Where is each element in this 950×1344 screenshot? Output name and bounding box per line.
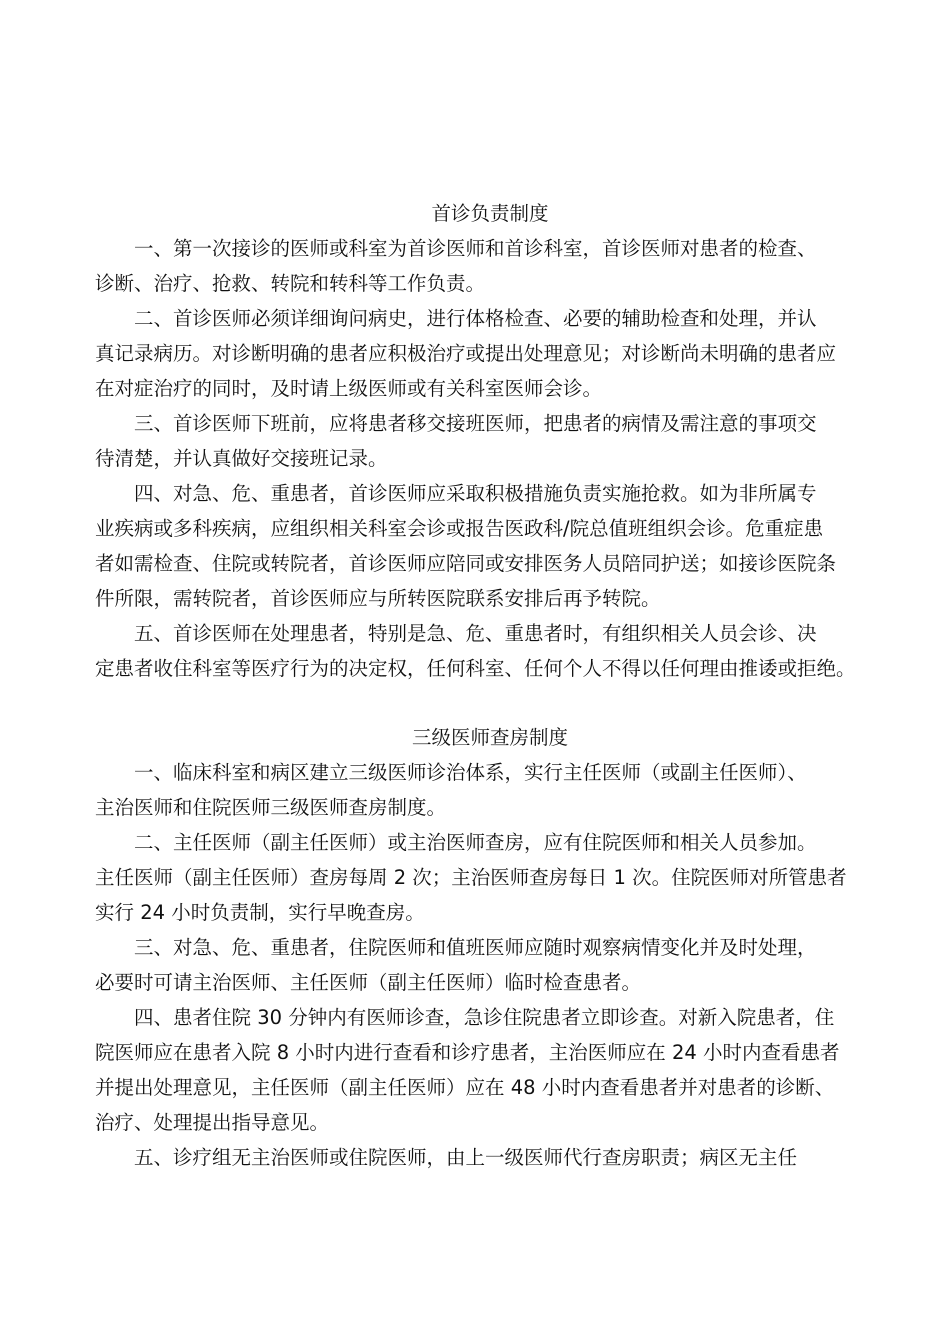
paragraph [95,301,885,406]
text-line: 真记录病历。对诊断明确的患者应积极治疗或提出处理意见；对诊断尚未明确的患者应 [95,342,837,365]
text-line: 诊断、治疗、抢救、转院和转科等工作负责。 [95,272,486,295]
text-line: 五、首诊医师在处理患者，特别是急、危、重患者时，有组织相关人员会诊、决 [134,622,817,645]
paragraph [95,825,885,930]
section-ward-rounds [95,720,885,1175]
text-line: 一、临床科室和病区建立三级医师诊治体系，实行主任医师（或副主任医师）、 [134,761,807,784]
paragraph [95,476,885,616]
paragraph [95,755,885,825]
text-line: 四、对急、危、重患者，首诊医师应采取积极措施负责实施抢救。如为非所属专 [134,482,817,505]
text-line: 五、诊疗组无主治医师或住院医师，由上一级医师代行查房职责；病区无主任 [134,1146,798,1169]
paragraph [95,616,885,686]
paragraph [95,930,885,1000]
paragraph [95,231,885,301]
text-line: 主任医师（副主任医师）查房每周 2 次；主治医师查房每日 1 次。住院医师对所管患者 [95,866,847,889]
text-line: 定患者收住科室等医疗行为的决定权，任何科室、任何个人不得以任何理由推诿或拒绝。 [95,657,856,680]
paragraph [95,1140,885,1175]
section-spacer [95,686,885,720]
section-title: 三级医师查房制度 [411,726,568,749]
text-line: 待清楚，并认真做好交接班记录。 [95,447,388,470]
text-line: 在对症治疗的同时，及时请上级医师或有关科室医师会诊。 [95,377,603,400]
text-line: 实行 24 小时负责制，实行早晚查房。 [95,901,425,924]
text-line: 四、患者住院 30 分钟内有医师诊查，急诊住院患者立即诊查。对新入院患者，住 [134,1006,835,1029]
text-line: 业疾病或多科疾病，应组织相关科室会诊或报告医政科/院总值班组织会诊。危重症患 [95,517,824,540]
paragraph [95,406,885,476]
text-line: 者如需检查、住院或转院者，首诊医师应陪同或安排医务人员陪同护送；如接诊医院条 [95,552,837,575]
text-line: 一、第一次接诊的医师或科室为首诊医师和首诊科室，首诊医师对患者的检查、 [134,237,817,260]
text-line: 件所限，需转院者，首诊医师应与所转医院联系安排后再予转院。 [95,587,661,610]
text-line: 必要时可请主治医师、主任医师（副主任医师）临时检查患者。 [95,971,642,994]
text-line: 院医师应在患者入院 8 小时内进行查看和诊疗患者，主治医师应在 24 小时内查看患者 [95,1041,840,1064]
document-page [95,196,885,1175]
text-line: 主治医师和住院医师三级医师查房制度。 [95,796,447,819]
text-line: 治疗、处理提出指导意见。 [95,1111,330,1134]
text-line: 二、首诊医师必须详细询问病史，进行体格检查、必要的辅助检查和处理，并认 [134,307,817,330]
section-title: 首诊负责制度 [431,202,549,225]
text-line: 三、首诊医师下班前，应将患者移交接班医师，把患者的病情及需注意的事项交 [134,412,817,435]
text-line: 三、对急、危、重患者，住院医师和值班医师应随时观察病情变化并及时处理， [134,936,817,959]
text-line: 二、主任医师（副主任医师）或主治医师查房，应有住院医师和相关人员参加。 [134,831,817,854]
paragraph [95,1000,885,1140]
section-first-visit [95,196,885,686]
text-line: 并提出处理意见，主任医师（副主任医师）应在 48 小时内查看患者并对患者的诊断、 [95,1076,835,1099]
